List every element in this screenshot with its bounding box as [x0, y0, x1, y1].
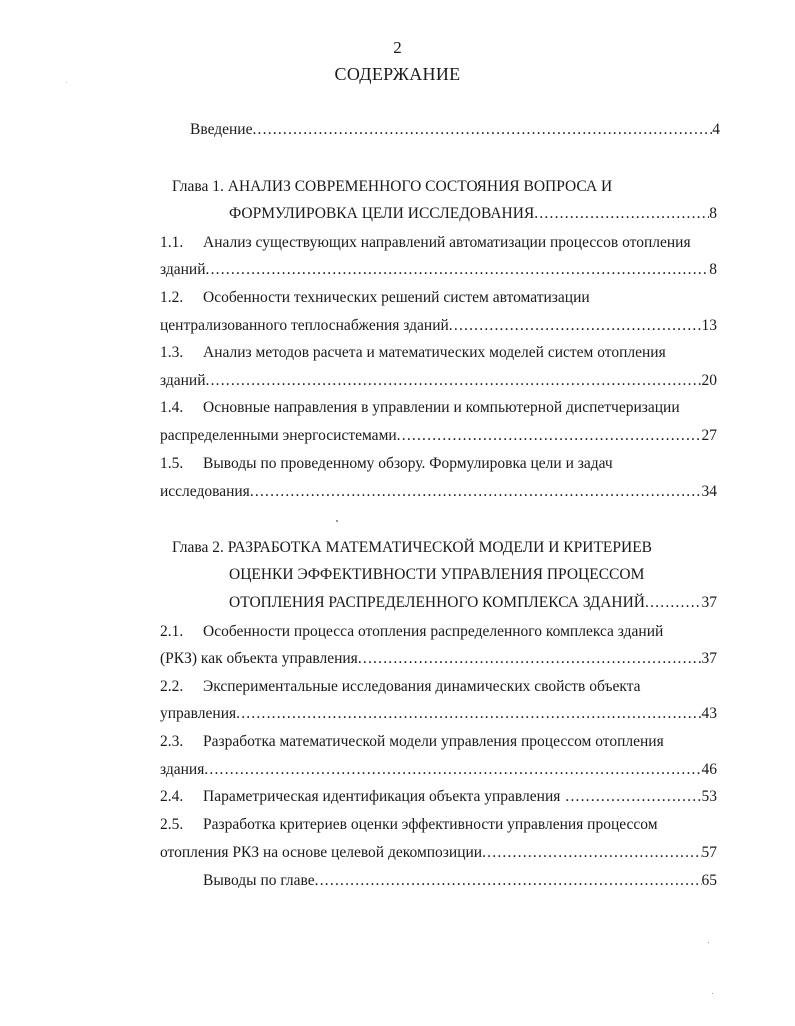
toc-section-1-5-cont[interactable] [160, 482, 717, 502]
toc-leader-dots [236, 704, 701, 724]
page-number: 2 [393, 38, 402, 57]
toc-entry-chapter2[interactable] [229, 593, 717, 613]
section-number: 1.1. [160, 234, 184, 251]
section-title-line2: (РКЗ) как объекта управления [160, 650, 358, 667]
toc-page-number: 13 [701, 317, 717, 334]
section-number: 1.5. [160, 455, 184, 472]
page-title: СОДЕРЖАНИЕ [334, 64, 461, 84]
section-number: 2.3. [160, 733, 184, 750]
toc-leader-dots [358, 649, 702, 669]
section-title-line2: исследования [160, 483, 250, 500]
toc-leader-dots [534, 204, 709, 224]
toc-section-2-2[interactable] [160, 677, 641, 697]
toc-entry-text: Выводы по главе [203, 872, 315, 889]
section-title-line1: Анализ существующих направлений автоматизации процессов отопления [203, 234, 691, 251]
toc-leader-dots [645, 593, 701, 613]
toc-section-1-4[interactable] [160, 398, 680, 418]
toc-section-2-4[interactable] [160, 787, 717, 807]
toc-section-2-3-cont[interactable] [160, 760, 717, 780]
toc-leader-dots [206, 260, 710, 280]
section-title-line1: Основные направления в управлении и компьютерной диспетчеризации [203, 399, 680, 416]
toc-entry-intro[interactable] [190, 120, 720, 140]
section-title-line1: Параметрическая идентификация объекта управления [203, 788, 561, 805]
toc-page-number: 65 [701, 872, 717, 889]
toc-leader-dots [204, 760, 701, 780]
scan-speck [708, 942, 709, 943]
section-title-line2: здания [160, 761, 205, 778]
toc-section-1-1[interactable] [160, 233, 691, 253]
chapter1-heading-line2: ФОРМУЛИРОВКА ЦЕЛИ ИССЛЕДОВАНИЯ [229, 205, 535, 222]
toc-page-number: 34 [701, 483, 717, 500]
toc-section-1-1-cont[interactable] [160, 260, 717, 280]
toc-section-1-4-cont[interactable] [160, 426, 717, 446]
toc-page-number: 20 [701, 372, 717, 389]
toc-leader-dots [565, 787, 701, 807]
toc-section-1-3-cont[interactable] [160, 371, 717, 391]
section-title-line2: централизованного теплоснабжения зданий [160, 317, 449, 334]
section-title-line1: Разработка математической модели управления процессом отопления [203, 733, 664, 750]
scan-speck [336, 520, 338, 522]
toc-section-1-2[interactable] [160, 288, 590, 308]
section-number: 2.2. [160, 678, 184, 695]
toc-section-2-1-cont[interactable] [160, 649, 717, 669]
section-title-line1: Разработка критериев оценки эффективности управления процессом [203, 816, 658, 833]
scan-speck [66, 82, 67, 83]
toc-section-1-3[interactable] [160, 343, 666, 363]
section-title-line2: отопления РКЗ на основе целевой декомпозиции [160, 844, 483, 861]
chapter2-heading-line2: ОЦЕНКИ ЭФФЕКТИВНОСТИ УПРАВЛЕНИЯ ПРОЦЕССОМ [229, 566, 645, 583]
toc-page-number: 53 [701, 788, 717, 805]
toc-page-number: 8 [709, 205, 717, 222]
section-title-line2: зданий [160, 261, 206, 278]
toc-leader-dots [449, 316, 702, 336]
section-title-line1: Особенности технических решений систем автоматизации [203, 289, 590, 306]
toc-section-1-5[interactable] [160, 454, 613, 474]
toc-entry-chapter1[interactable] [229, 204, 717, 224]
toc-leader-dots [206, 371, 702, 391]
toc-leader-dots [315, 871, 702, 891]
toc-section-2-3[interactable] [160, 732, 664, 752]
toc-entry-chapter2-conclusion[interactable] [203, 871, 717, 891]
section-number: 1.3. [160, 344, 184, 361]
toc-section-2-5-cont[interactable] [160, 843, 717, 863]
section-title-line2: зданий [160, 372, 206, 389]
section-title-line1: Экспериментальные исследования динамических свойств объекта [203, 678, 641, 695]
toc-section-2-5[interactable] [160, 815, 658, 835]
toc-page-number: 37 [701, 594, 717, 611]
chapter1-heading-line1: Глава 1. АНАЛИЗ СОВРЕМЕННОГО СОСТОЯНИЯ ВОПРОСА И [172, 178, 613, 195]
section-title-line2: управления [160, 705, 237, 722]
toc-page-number: 27 [701, 427, 717, 444]
section-number: 2.1. [160, 623, 184, 640]
toc-page-number: 37 [701, 650, 717, 667]
section-title-line2: распределенными энергосистемами [160, 427, 397, 444]
toc-page-number: 8 [709, 261, 717, 278]
toc-leader-dots [250, 482, 702, 502]
scan-speck [712, 993, 713, 994]
chapter2-heading-line3: ОТОПЛЕНИЯ РАСПРЕДЕЛЕННОГО КОМПЛЕКСА ЗДАНИЙ [229, 594, 646, 611]
toc-leader-dots [252, 120, 712, 140]
toc-page-number: 4 [712, 121, 720, 138]
toc-leader-dots [397, 426, 702, 446]
toc-section-2-2-cont[interactable] [160, 704, 717, 724]
section-title-line1: Особенности процесса отопления распределенного комплекса зданий [203, 623, 664, 640]
section-title-line1: Анализ методов расчета и математических моделей систем отопления [203, 344, 666, 361]
toc-section-2-1[interactable] [160, 622, 663, 642]
toc-leader-dots [482, 843, 701, 863]
section-number: 2.4. [160, 788, 184, 805]
toc-page-number: 46 [701, 761, 717, 778]
section-number: 1.4. [160, 399, 184, 416]
section-number: 2.5. [160, 816, 184, 833]
toc-entry-text: Введение [190, 121, 253, 138]
toc-section-1-2-cont[interactable] [160, 316, 717, 336]
chapter2-heading-line1: Глава 2. РАЗРАБОТКА МАТЕМАТИЧЕСКОЙ МОДЕЛИ И КРИТЕРИЕВ [172, 539, 653, 556]
toc-page-number: 57 [701, 844, 717, 861]
section-number: 1.2. [160, 289, 184, 306]
section-title-line1: Выводы по проведенному обзору. Формулировка цели и задач [203, 455, 613, 472]
toc-page-number: 43 [701, 705, 717, 722]
